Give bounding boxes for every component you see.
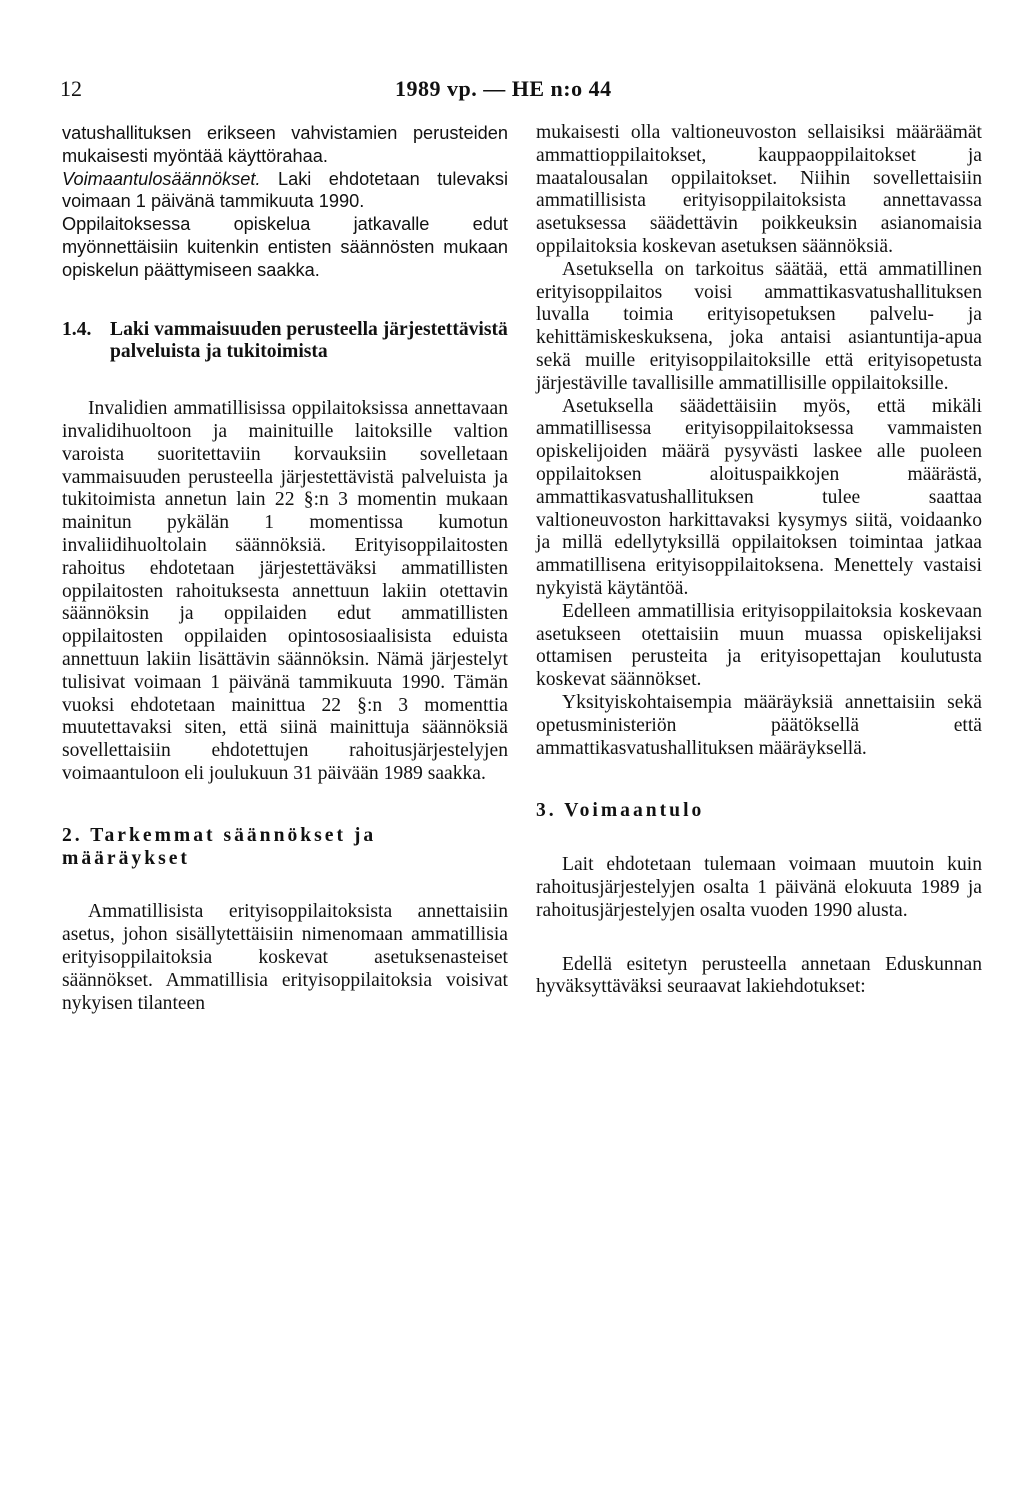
right-paragraph-4: Edelleen ammatillisia erityisoppilaitoksia koskevaan asetukseen otettaisiin muun muassa opiskelijaksi ottamisen perusteita ja erityisopettajan koulutusta koskevat säännökset. [536, 600, 982, 691]
voimaantulo-label: Voimaantulosäännökset. [62, 168, 261, 189]
running-head [60, 76, 960, 106]
right-paragraph-3: Asetuksella säädettäisiin myös, että mikäli ammatillisessa erityisoppilaitoksessa vammaisten opiskelijoiden määrä pysyvästi laskee alle puoleen oppilaitoksen aloituspaikkojen määrästä, ammattikasvatushallituksen tulee saattaa valtioneuvoston harkittavaksi kysymys siitä, voidaanko ja millä edellytyksillä oppilaitoksen toimintaa jatkaa ammatillisena erityisoppilaitoksena. Menettely vastaisi nykyistä käytäntöä. [536, 395, 982, 599]
intro-paragraph-3: Oppilaitoksessa opiskelua jatkavalle edut myönnettäisiin kuitenkin entisten säännösten mukaan opiskelun päättymiseen saakka. [62, 214, 508, 280]
closing-paragraph: Edellä esitetyn perusteella annetaan Eduskunnan hyväksyttäväksi seuraavat lakiehdotukset: [536, 953, 982, 998]
intro-paragraph-2-text: Laki ehdotetaan tulevaksi voimaan 1 päivänä tammikuuta 1990. [62, 168, 508, 212]
right-paragraph-2: Asetuksella on tarkoitus säätää, että ammatillinen erityisoppilaitos voisi ammattikasvatushallituksen luvalla toimia erityisopetuksen palvelu- ja kehittämiskeskuksena, joka antaisi asiantuntija-apua sekä muille erityisoppilaitoksille että erityisopetusta järjestäville tavallisille ammatillisille oppilaitoksille. [536, 258, 982, 394]
section-3-heading: 3. Voimaantulo [536, 800, 705, 822]
right-paragraph-5: Yksityiskohtaisempia määräyksiä annettaisiin sekä opetusministeriön päätöksellä että ammattikasvatushallituksen määräyksellä. [536, 691, 982, 759]
section-3-body: Lait ehdotetaan tulemaan voimaan muutoin kuin rahoitusjärjestelyjen osalta 1 päivänä elokuuta 1989 ja rahoitusjärjestelyjen osalta vuoden 1990 alusta. [536, 854, 982, 921]
intro-paragraph-2 [62, 168, 508, 214]
section-1-4-body: Invalidien ammatillisissa oppilaitoksissa annettavaan invalidihuoltoon ja mainituille laitoksille valtion varoista suoritettaviin korvauksiin sovelletaan vammaisuuden perusteella järjestettävistä palveluista ja tukitoimista annetun lain 22 §:n 3 momentin mukaan mainitun pykälän 1 momentissa kumotun invaliidihuoltolain säännöksiä. Erityisoppilaitosten rahoitus ehdotetaan järjestettäväksi ammatillisten oppilaitosten rahoituksesta annettuun lakiin otettavin säännöksin ja oppilaiden edut ammatillisten oppilaitosten oppilaiden opintososiaalisista eduista annettuun lakiin lisättävin säännöksin. Nämä järjestelyt tulisivat voimaan 1 päivänä tammikuuta 1990. Tämän vuoksi ehdotetaan mainittua 22 §:n 3 momenttia muutettavaksi siten, että siinä mainittuja säännöksiä sovellettaisiin ehdotettujen rahoitusjärjestelyjen voimaantuloon eli joulukuun 31 päivään 1989 saakka. [62, 398, 508, 784]
section-2-heading: 2. Tarkemmat säännökset ja määräykset [62, 824, 377, 869]
right-paragraph-1: mukaisesti olla valtioneuvoston sellaisiksi määräämät ammattioppilaitokset, kauppaoppilaitokset ja maatalousalan oppilaitokset. Niihin sovellettaisiin ammatillisista erityisoppilaitoksista annettavassa asetuksessa säädettävin poikkeuksin asianomaisia oppilaitoksia koskevan asetuksen säännöksiä. [536, 122, 982, 257]
section-1-4-number: 1.4. [62, 318, 92, 340]
section-2-body: Ammatillisista erityisoppilaitoksista annettaisiin asetus, johon sisällytettäisiin nimenomaan ammatillisia erityisoppilaitoksia koskevat asetuksenasteiset säännökset. Ammatillisia erityisoppilaitoksia voisivat nykyisen tilanteen [62, 901, 508, 1014]
left-column [62, 122, 508, 1015]
journal-reference: 1989 vp. — HE n:o 44 [395, 76, 612, 101]
intro-paragraph-1: vatushallituksen erikseen vahvistamien perusteiden mukaisesti myöntää käyttörahaa. [62, 123, 508, 166]
page-number: 12 [60, 76, 82, 101]
section-1-4-heading [62, 319, 508, 365]
section-1-4-title: Laki vammaisuuden perusteella järjestettävistä palveluista ja tukitoimista [110, 318, 508, 363]
right-column [536, 122, 982, 999]
